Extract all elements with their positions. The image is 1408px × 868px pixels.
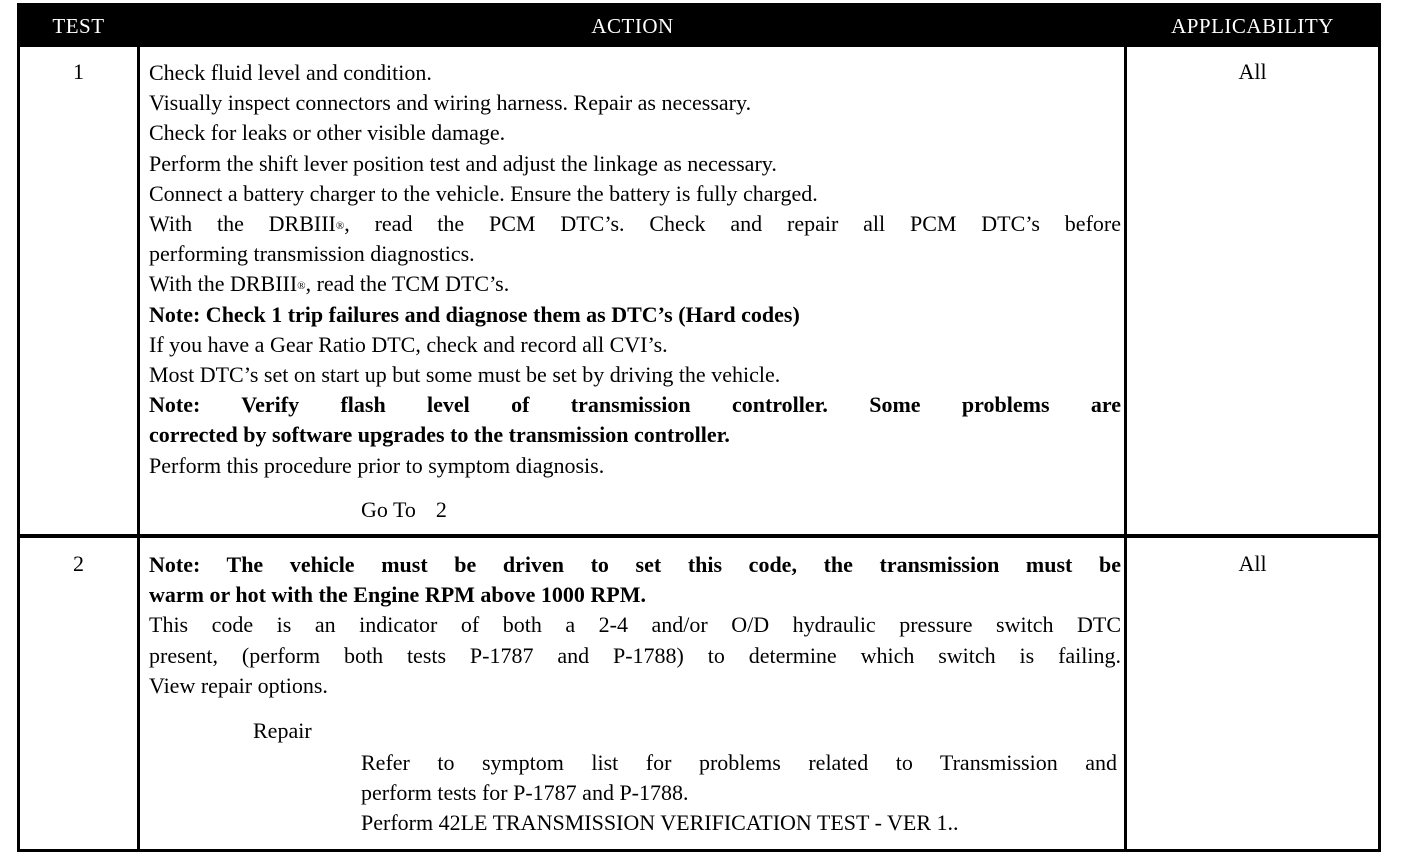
text-segment: , read the PCM DTC’s. Check and repair all PCM DTC’s before — [344, 211, 1121, 237]
column-divider — [137, 47, 140, 852]
applicability-value: All — [1238, 59, 1267, 84]
text-segment: With the DRBIII — [149, 211, 336, 237]
registered-mark: ® — [297, 280, 306, 293]
column-divider — [1124, 47, 1127, 852]
registered-mark: ® — [335, 220, 345, 233]
action-line: present, (perform both tests P-1787 and P-1788) to determine which switch is failing. — [149, 642, 1121, 668]
header-test: TEST — [52, 14, 105, 38]
action-line: Perform this procedure prior to symptom diagnosis. — [149, 452, 605, 478]
goto-instruction — [361, 497, 447, 523]
row-divider — [20, 534, 1378, 538]
text-segment: With the DRBIII — [149, 271, 298, 297]
note-line: Note: Verify flash level of transmission controller. Some problems are — [149, 392, 1121, 418]
repair-label: Repair — [253, 718, 312, 743]
action-line — [149, 269, 1121, 299]
repair-line: Refer to symptom list for problems related to Transmission and — [361, 750, 1117, 775]
repair-line: perform tests for P-1787 and P-1788. — [361, 780, 689, 806]
note-line: Note: Check 1 trip failures and diagnose them as DTC’s (Hard codes) — [149, 301, 800, 327]
header-applicability: APPLICABILITY — [1171, 14, 1334, 38]
action-line: Check for leaks or other visible damage. — [149, 120, 506, 146]
text-segment: , read the TCM DTC’s. — [305, 271, 510, 297]
action-line: Visually inspect connectors and wiring harness. Repair as necessary. — [149, 90, 752, 116]
repair-options — [361, 748, 1117, 839]
action-line: Most DTC’s set on start up but some must be set by driving the vehicle. — [149, 362, 781, 388]
test-number: 2 — [73, 551, 84, 576]
test-number: 1 — [73, 59, 84, 84]
table-header — [20, 6, 1378, 47]
note-line: corrected by software upgrades to the transmission controller. — [149, 422, 730, 448]
action-line: performing transmission diagnostics. — [149, 241, 475, 267]
action-line: If you have a Gear Ratio DTC, check and record all CVI’s. — [149, 331, 668, 357]
action-line: Perform the shift lever position test and adjust the linkage as necessary. — [149, 150, 777, 176]
goto-label: Go To — [361, 497, 416, 522]
note-line: warm or hot with the Engine RPM above 1000 RPM. — [149, 582, 646, 608]
action-line: Check fluid level and condition. — [149, 60, 432, 85]
repair-line: Perform 42LE TRANSMISSION VERIFICATION TEST - VER 1.. — [361, 810, 959, 836]
action-text — [149, 550, 1121, 701]
action-line: Connect a battery charger to the vehicle. Ensure the battery is fully charged. — [149, 180, 818, 206]
goto-target: 2 — [435, 497, 447, 522]
action-text — [149, 58, 1121, 481]
applicability-value: All — [1238, 551, 1267, 576]
note-line: Note: The vehicle must be driven to set this code, the transmission must be — [149, 552, 1121, 577]
action-line: View repair options. — [149, 672, 328, 698]
diagnostic-table — [17, 3, 1381, 852]
action-line: This code is an indicator of both a 2-4 and/or O/D hydraulic pressure switch DTC — [149, 612, 1121, 638]
action-line — [149, 209, 1121, 239]
header-action: ACTION — [591, 14, 674, 38]
